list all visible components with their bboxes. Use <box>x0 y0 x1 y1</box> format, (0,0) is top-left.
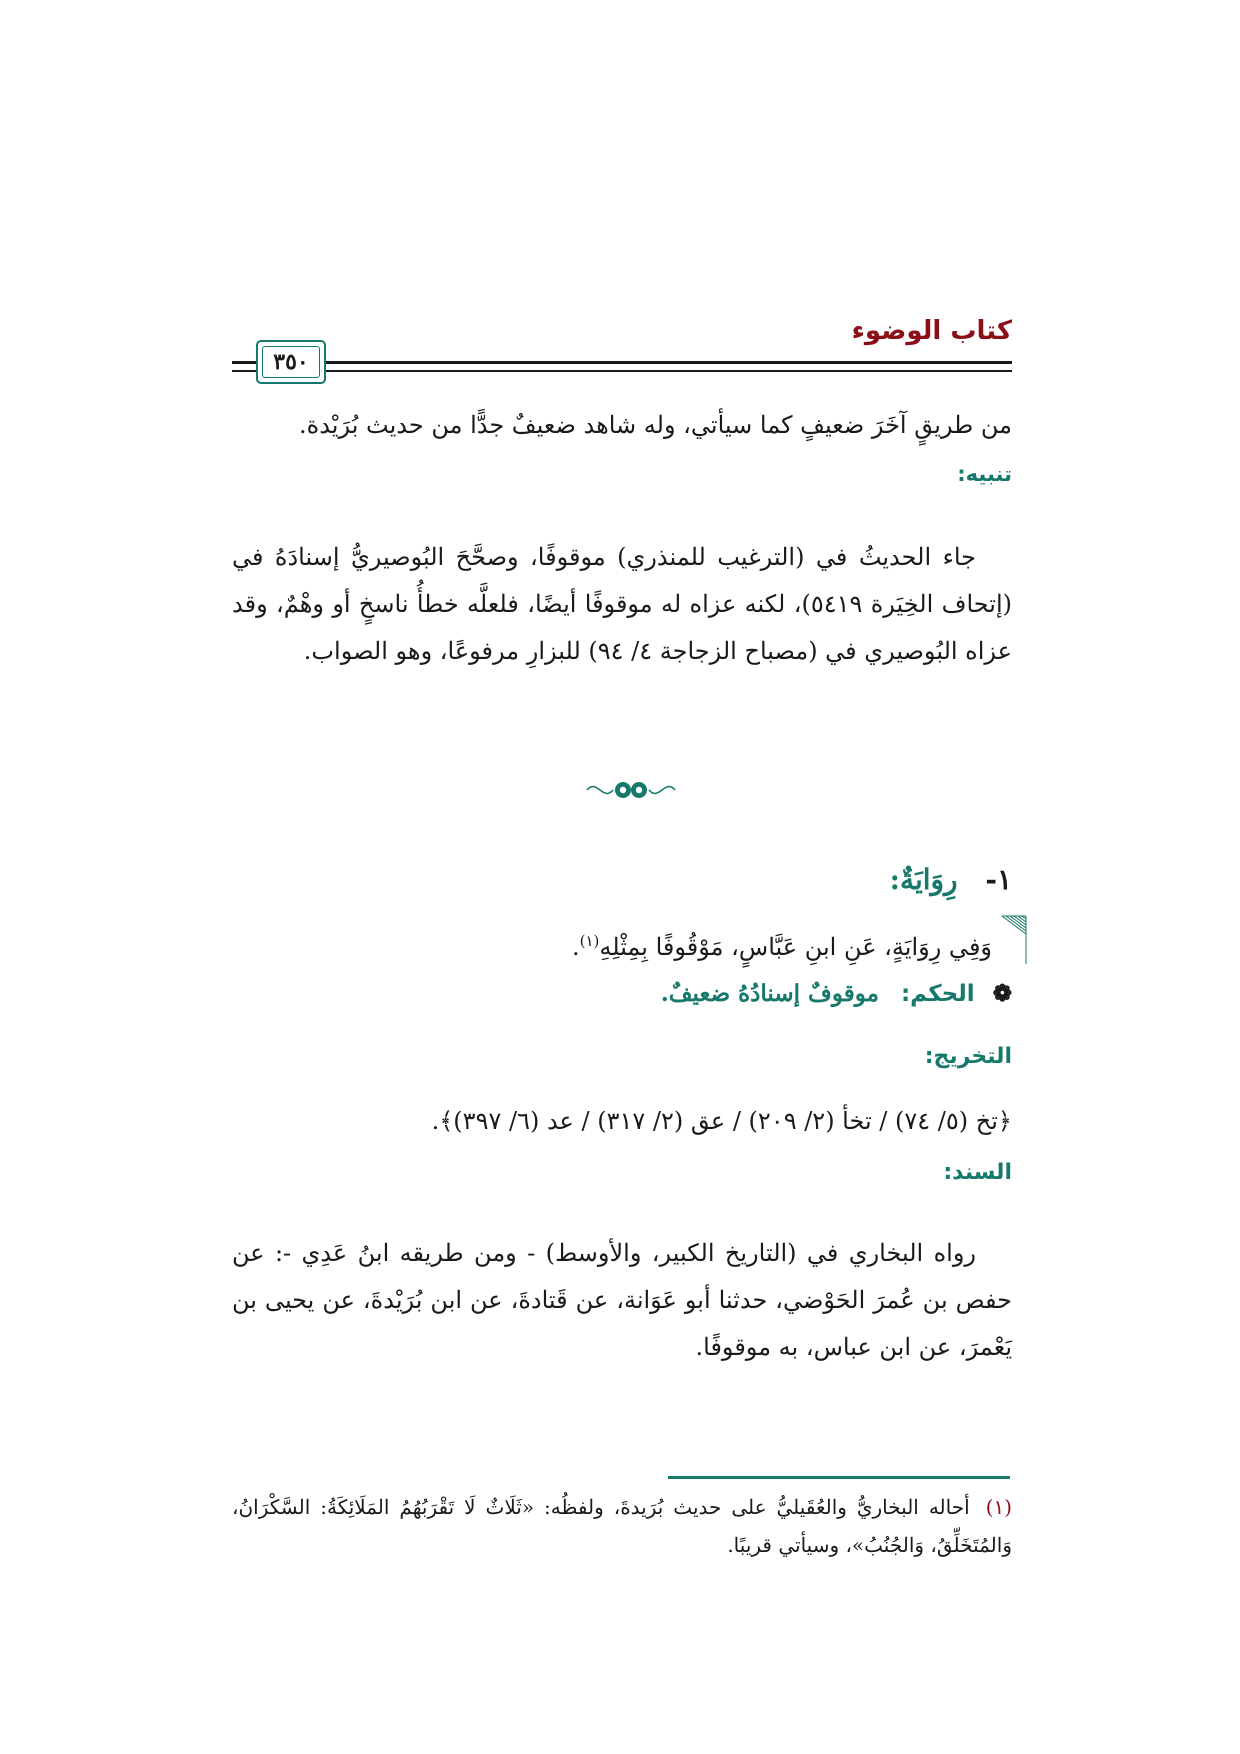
hukm-value: موقوفٌ إسنادُهُ ضعيفٌ. <box>660 980 879 1007</box>
riwaya-title: رِوَايَةٌ: <box>889 863 958 896</box>
section-divider-ornament-icon <box>583 772 679 808</box>
paragraph-2: جاء الحديثُ في (الترغيب للمنذري) موقوفًا، وصحَّحَ البُوصيريُّ إسنادَهُ في (إتحاف الخِيَرة ٥٤١٩)، لكنه عزاه له موقوفًا أيضًا، فلعلَّه خطأُ ناسخٍ أو وهْمٌ، وقد عزاه البُوصيري في (مصباح الزجاجة ٤/ ٩٤) للبزارِ مرفوعًا، وهو الصواب. <box>232 543 1013 665</box>
riwaya-number: ١- <box>985 863 1012 896</box>
running-title: كتاب الوضوء <box>851 316 1012 346</box>
footnote-1 <box>232 1488 1012 1564</box>
hadith-body: وَفِي رِوَايَةٍ، عَنِ ابنِ عَبَّاسٍ، مَوْقُوفًا بِمِثْلِهِ <box>599 933 992 961</box>
takhrij-line: ﴿تخ (٥/ ٧٤) / تخأ (٢/ ٢٠٩) / عق (٢/ ٣١٧) / عد (٦/ ٣٩٧)﴾. <box>431 1107 1012 1135</box>
page-number: ٣٥٠ <box>273 349 309 375</box>
paragraph-3: رواه البخاري في (التاريخ الكبير، والأوسط) - ومن طريقه ابنُ عَدِي -: عن حفص بن عُمرَ الحَوْضي، حدثنا أبو عَوَانة، عن قَتادةَ، عن ابن بُرَيْدةَ، عن يحيى بن يَعْمرَ، عن ابن عباس، به موقوفًا. <box>232 1239 1012 1361</box>
sanad-heading: السند: <box>943 1160 1012 1185</box>
hukm-label: الحكم: <box>900 981 975 1007</box>
header-rule-top <box>232 361 1012 364</box>
tanbih-heading: تنبيه: <box>957 462 1012 486</box>
paragraph-1: من طريقٍ آخَرَ ضعيفٍ كما سيأتي، وله شاهد ضعيفٌ جدًّا من حديث بُرَيْدة. <box>298 411 1012 439</box>
hukm-line <box>661 980 1012 1007</box>
hadith-block <box>232 912 1012 972</box>
riwaya-heading <box>890 863 1012 896</box>
hadith-text <box>572 918 992 970</box>
header-rule-bottom <box>232 370 1012 372</box>
page-number-box <box>256 340 326 384</box>
footnote-reference[interactable]: (١) <box>579 932 600 950</box>
footnote-text: أحاله البخاريُّ والعُقَيليُّ على حديث بُرَيدةَ، ولفظُه: «ثَلَاثٌ لَا تَقْرَبُهُمُ المَلَائِكَةُ: السَّكْرَانُ، وَالمُتَخَلِّقُ، وَالجُنُبُ»، وسيأتي قريبًا. <box>232 1495 1012 1557</box>
hadith-corner-ornament-icon <box>1000 914 1028 966</box>
takhrij-heading: التخريج: <box>924 1044 1012 1069</box>
hadith-end: . <box>571 933 580 961</box>
footnote-separator <box>668 1476 1010 1479</box>
page-header <box>232 316 1012 396</box>
footnote-number: (١) <box>985 1495 1012 1519</box>
rosette-icon: ❁ <box>992 980 1012 1007</box>
